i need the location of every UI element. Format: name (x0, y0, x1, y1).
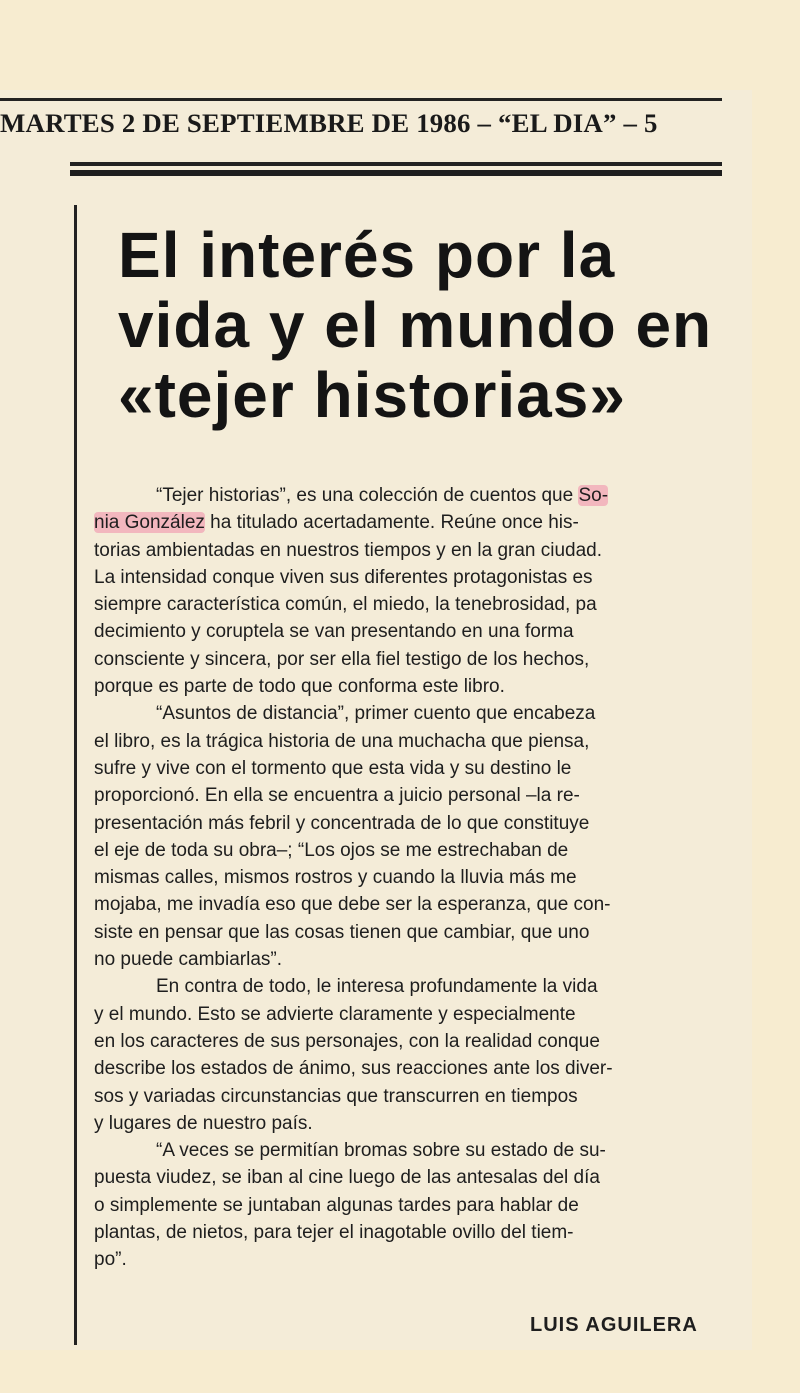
text-line: y lugares de nuestro país. (94, 1112, 313, 1134)
text-line: siempre característica común, el miedo, la tenebrosidad, pa (94, 594, 597, 616)
text-line: el eje de toda su obra–; “Los ojos se me estrechaban de (94, 839, 569, 861)
text-line: proporcionó. En ella se encuentra a juicio personal –la re- (94, 785, 580, 807)
highlighted-author-name: So- (578, 485, 609, 506)
text-line: no puede cambiarlas”. (94, 949, 282, 971)
text-line: mismas calles, mismos rostros y cuando la lluvia más me (94, 867, 577, 889)
text-line: plantas, de nietos, para tejer el inagotable ovillo del tiem- (94, 1222, 574, 1244)
article-headline (118, 220, 738, 430)
column-rule (74, 205, 77, 1345)
text-line: En contra de todo, le interesa profundamente la vida (156, 976, 598, 998)
text-line (94, 509, 724, 536)
text-line: el libro, es la trágica historia de una muchacha que piensa, (94, 730, 590, 752)
text-line: po”. (94, 1249, 127, 1271)
text-line: mojaba, me invadía eso que debe ser la esperanza, que con- (94, 894, 611, 916)
text-line: decimiento y coruptela se van presentando en una forma (94, 621, 574, 643)
text-line: en los caracteres de sus personajes, con la realidad conque (94, 1030, 600, 1052)
text-line: La intensidad conque viven sus diferentes protagonistas es (94, 566, 593, 588)
text-line: y el mundo. Esto se advierte claramente y especialmente (94, 1003, 576, 1025)
headline-line: El interés por la (118, 219, 616, 291)
top-rule (0, 98, 722, 101)
header-rule-thick (70, 170, 722, 176)
text-line: torias ambientadas en nuestros tiempos y en la gran ciudad. (94, 539, 603, 561)
header-rule (70, 162, 722, 166)
text-line: sos y variadas circunstancias que transcurren en tiempos (94, 1085, 578, 1107)
text-line: o simplemente se juntaban algunas tardes para hablar de (94, 1194, 579, 1216)
text-line: presentación más febril y concentrada de lo que constituye (94, 812, 590, 834)
text-line: porque es parte de todo que conforma este libro. (94, 676, 505, 698)
issue-date-line: MARTES 2 DE SEPTIEMBRE DE 1986 – “EL DIA” – 5 (0, 108, 658, 138)
text-line (94, 482, 724, 509)
text-span: “Tejer historias”, es una colección de cuentos que (156, 485, 579, 506)
text-line: siste en pensar que las cosas tienen que cambiar, que uno (94, 921, 590, 943)
article-body (94, 482, 724, 1274)
text-span: ha titulado acertadamente. Reúne once his- (204, 512, 579, 534)
text-line: consciente y sincera, por ser ella fiel testigo de los hechos, (94, 648, 590, 670)
headline-line: «tejer historias» (118, 359, 626, 431)
text-line: sufre y vive con el tormento que esta vida y su destino le (94, 757, 572, 779)
text-line: describe los estados de ánimo, sus reacciones ante los diver- (94, 1058, 613, 1080)
highlighted-author-name: nia González (94, 512, 205, 534)
text-line: “A veces se permitían bromas sobre su estado de su- (156, 1140, 606, 1162)
text-line: puesta viudez, se iban al cine luego de las antesalas del día (94, 1167, 600, 1189)
text-line: “Asuntos de distancia”, primer cuento que encabeza (156, 703, 596, 725)
headline-line: vida y el mundo en (118, 289, 713, 361)
author-signature: LUIS AGUILERA (530, 1314, 698, 1336)
